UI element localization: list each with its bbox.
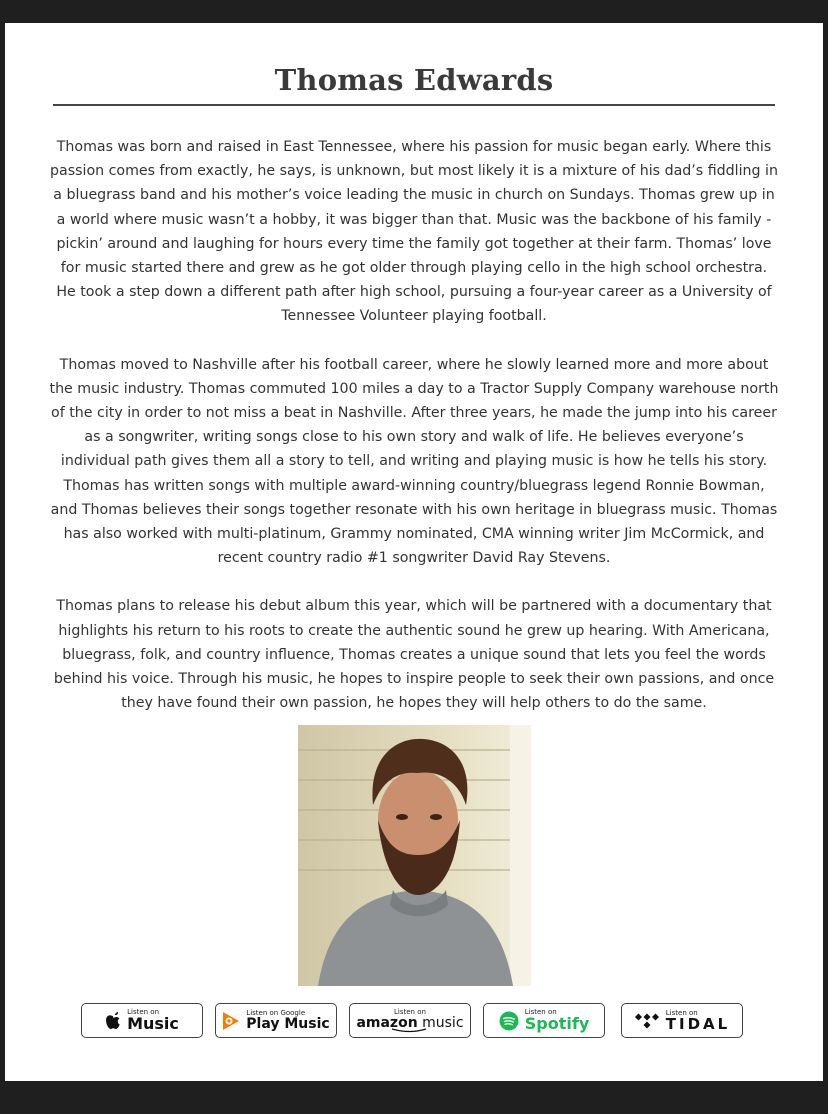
apple-music-badge[interactable] — [81, 1003, 203, 1038]
apple-listen-on: Listen on — [127, 1008, 160, 1016]
spotify-icon — [499, 1011, 519, 1031]
bio-paragraph-2: Thomas moved to Nashville after his football career, where he slowly learned more and more about the music industry. Thomas commuted 100 miles a day to a Tractor Supply Company warehouse north of the city in order to not miss a beat in Nashville. After three years, he made the jump into his career as a songwriter, writing songs close to his own story and walk of life. He believes everyone’s individual path gives them all a story to tell, and writing and playing music is how he tells his story. Thomas has written songs with multiple award-winning country/bluegrass legend Ronnie Bowman, and Thomas believes their songs together resonate with his own heritage in bluegrass music. Thomas has also worked with multi-platinum, Grammy nominated, CMA winning writer Jim McCormick, and recent country radio #1 songwriter David Ray Stevens. — [49, 356, 779, 567]
title-divider — [53, 104, 775, 106]
tidal-badge[interactable] — [621, 1003, 743, 1038]
page-title: Thomas Edwards — [274, 63, 554, 97]
amazon-listen-on: Listen on — [394, 1007, 426, 1016]
amazon-music-label: music — [422, 1014, 464, 1031]
apple-icon — [105, 1011, 121, 1030]
apple-music-label: Music — [127, 1014, 179, 1033]
bio-page — [5, 23, 823, 1081]
artist-photo — [298, 725, 531, 986]
amazon-music-badge[interactable] — [349, 1003, 471, 1038]
amazon-smile-icon — [390, 1028, 430, 1033]
bio-text — [49, 135, 779, 739]
google-play-music-badge[interactable] — [215, 1003, 337, 1038]
bio-paragraph-1: Thomas was born and raised in East Tennessee, where his passion for music began early. Where this passion comes from exactly, he says, is unknown, but most likely it is a mixture of his dad’s fiddling in a bluegrass band and his mother’s voice leading the music in church on Sundays. Thomas grew up in a world where music wasn’t a hobby, it was bigger than that. Music was the backbone of his family - pickin’ around and laughing for hours every time the family got together at their farm. Thomas’ love for music started there and grew as he got older through playing cello in the high school orchestra. He took a step down a different path after high school, pursuing a four-year career as a University of Tennessee Volunteer playing football. — [50, 139, 778, 325]
google-play-music-label: Play Music — [246, 1016, 330, 1032]
spotify-listen-on: Listen on — [524, 1008, 557, 1016]
amazon-label: amazon — [356, 1014, 418, 1031]
tidal-icon — [634, 1012, 660, 1030]
google-play-icon — [222, 1011, 240, 1031]
tidal-listen-on: Listen on — [665, 1008, 698, 1017]
tidal-label: TIDAL — [665, 1014, 731, 1033]
spotify-label: Spotify — [524, 1014, 590, 1033]
spotify-badge[interactable] — [483, 1003, 605, 1038]
google-listen-on: Listen on Google — [246, 1009, 306, 1017]
bio-paragraph-3: Thomas plans to release his debut album this year, which will be partnered with a documentary that highlights his return to his roots to create the authentic sound he grew up hearing. With Americana, bluegrass, folk, and country influence, Thomas creates a unique sound that lets you feel the words behind his voice. Through his music, he hopes to inspire people to seek their own passions, and once they have found their own passion, he hopes they will help others to do the same. — [53, 598, 775, 712]
